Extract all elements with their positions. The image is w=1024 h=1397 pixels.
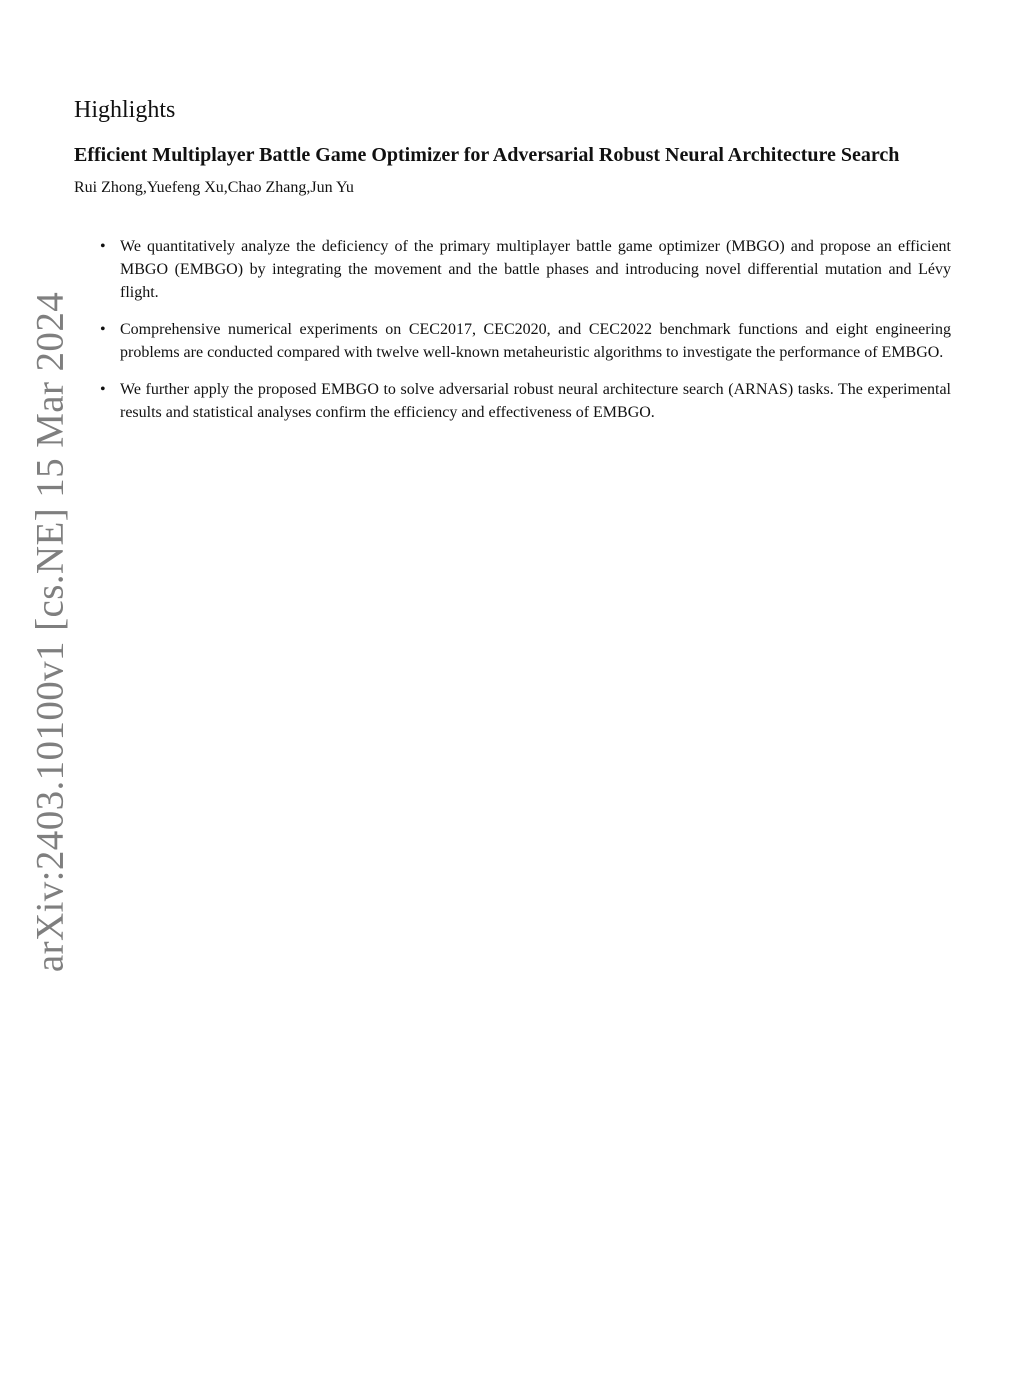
highlight-text: Comprehensive numerical experiments on CEC2017, CEC2020, and CEC2022 benchmark functions and eight engineering problems are conducted compared with twelve well-known metaheuristic algorithms to investigate the performance of EMBGO.	[120, 321, 951, 361]
highlights-page	[74, 94, 951, 438]
highlight-text: We further apply the proposed EMBGO to solve adversarial robust neural architecture search (ARNAS) tasks. The experimental results and statistical analyses confirm the efficiency and effectiveness of EMBGO.	[120, 381, 951, 421]
highlight-item	[74, 235, 951, 304]
bullet-icon: •	[100, 381, 106, 398]
paper-title: Efficient Multiplayer Battle Game Optimizer for Adversarial Robust Neural Architecture Search	[74, 144, 900, 166]
highlight-item	[74, 318, 951, 364]
bullet-icon: •	[100, 321, 106, 338]
highlight-item	[74, 378, 951, 424]
highlights-list	[74, 235, 951, 424]
section-heading: Highlights	[74, 97, 176, 123]
arxiv-side-identifier: arXiv:2403.10100v1 [cs.NE] 15 Mar 2024	[28, 291, 72, 973]
highlight-text: We quantitatively analyze the deficiency of the primary multiplayer battle game optimizer (MBGO) and propose an efficient MBGO (EMBGO) by integrating the movement and the battle phases and introducing novel differential mutation and Lévy flight.	[120, 238, 951, 301]
bullet-icon: •	[100, 238, 106, 255]
author-list: Rui Zhong,Yuefeng Xu,Chao Zhang,Jun Yu	[74, 179, 354, 196]
